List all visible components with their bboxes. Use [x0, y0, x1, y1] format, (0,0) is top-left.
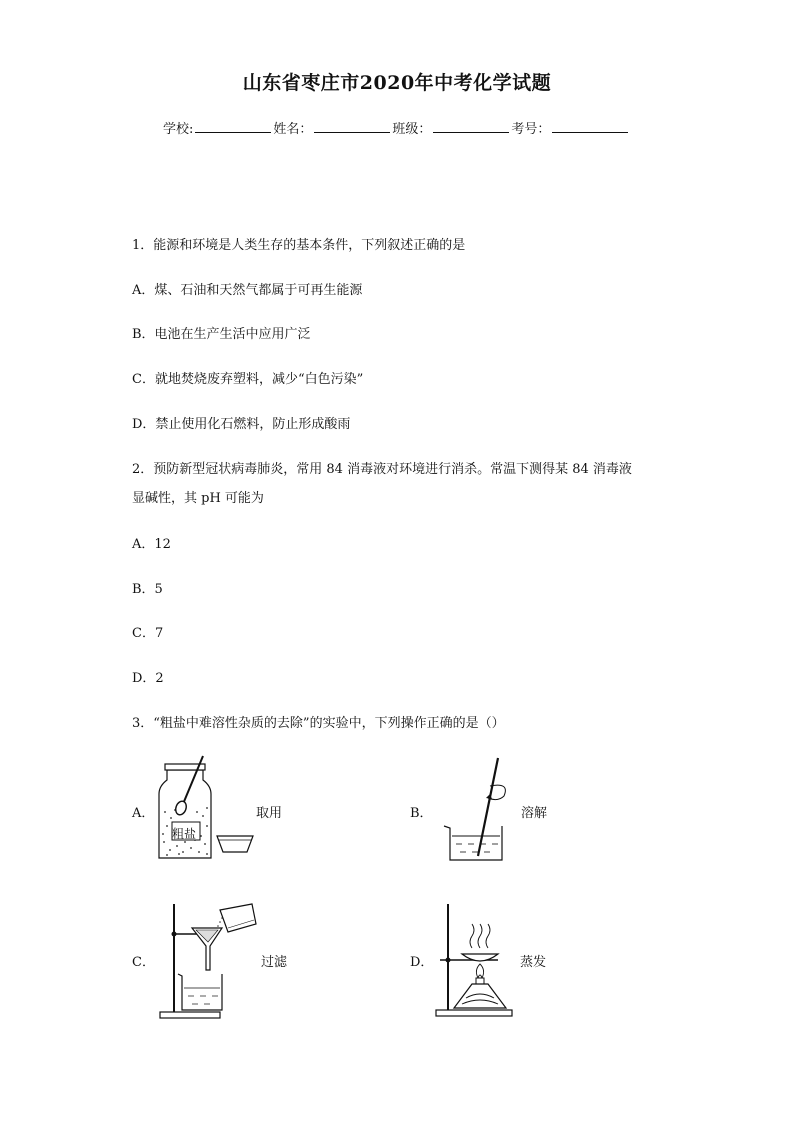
- evaporation-apparatus-figure: [432, 898, 518, 1022]
- q1-option-b: B．电池在生产生活中应用广泛: [132, 327, 311, 342]
- salt-jar-label-text: 粗盐: [172, 827, 197, 841]
- exam-no-label: 考号：: [511, 122, 551, 137]
- q2-option-a: A．12: [132, 537, 171, 552]
- q3-option-b-label: B．: [410, 806, 433, 821]
- q1-option-d: D．禁止使用化石燃料，防止形成酸雨: [132, 417, 351, 432]
- page-title: 山东省枣庄市2020年中考化学试题: [242, 72, 552, 94]
- class-blank[interactable]: [433, 118, 509, 133]
- q3-option-a-caption: 取用: [256, 806, 283, 821]
- q3-option-b-caption: 溶解: [521, 806, 548, 821]
- beaker-stirring-figure: [440, 752, 520, 864]
- q2-stem-line2: 显碱性，其 pH 可能为: [132, 491, 264, 506]
- q3-option-c-caption: 过滤: [261, 955, 288, 970]
- q3-option-c-label: C．: [132, 955, 155, 970]
- name-blank[interactable]: [314, 118, 390, 133]
- exam-no-blank[interactable]: [552, 118, 628, 133]
- q1-option-c: C．就地焚烧废弃塑料，减少“白色污染”: [132, 372, 364, 387]
- q2-stem-line1: 2．预防新型冠状病毒肺炎，常用 84 消毒液对环境进行消杀。常温下测得某 84 消毒液: [132, 462, 632, 477]
- q3-option-d-label: D．: [410, 955, 434, 970]
- q2-option-d: D．2: [132, 671, 164, 686]
- q3-stem: 3．“粗盐中难溶性杂质的去除”的实验中，下列操作正确的是（）: [132, 716, 505, 731]
- school-blank[interactable]: [195, 118, 271, 133]
- q1-stem: 1．能源和环境是人类生存的基本条件，下列叙述正确的是: [132, 238, 466, 253]
- school-label: 学校:: [163, 122, 194, 137]
- student-info-row: [163, 118, 630, 137]
- name-label: 姓名：: [273, 122, 313, 137]
- filtration-apparatus-figure: [156, 898, 260, 1022]
- q2-option-c: C．7: [132, 626, 164, 641]
- class-label: 班级：: [392, 122, 432, 137]
- q2-option-b: B．5: [132, 582, 163, 597]
- q3-option-a-label: A．: [132, 806, 155, 821]
- q1-option-a: A．煤、石油和天然气都属于可再生能源: [132, 283, 363, 298]
- q3-option-d-caption: 蒸发: [520, 955, 547, 970]
